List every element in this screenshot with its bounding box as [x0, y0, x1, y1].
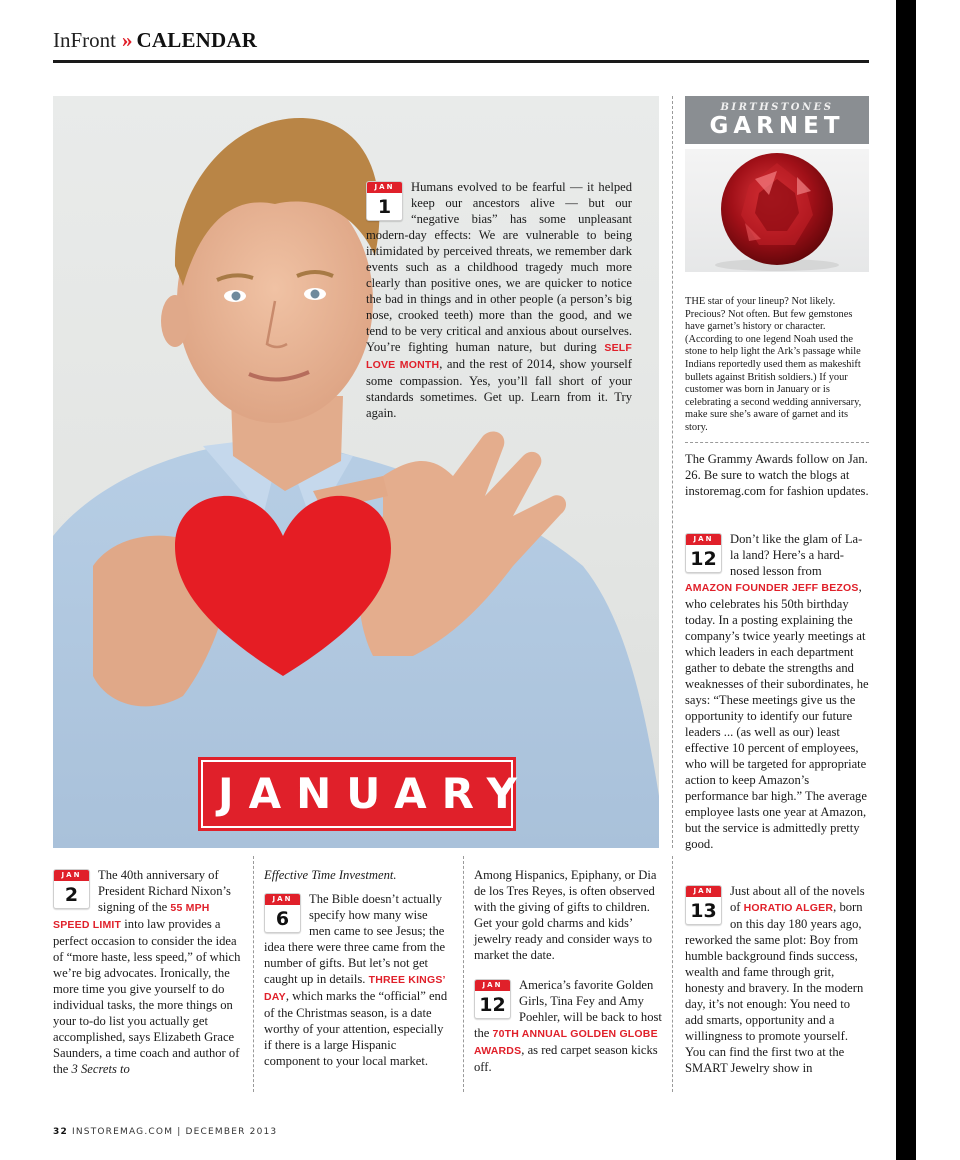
- intro-highlight: SELF LOVE MONTH: [366, 342, 632, 371]
- month-title: JANUARY: [218, 769, 533, 818]
- three-kings-article: [264, 867, 452, 1069]
- column-divider: [672, 856, 673, 1092]
- date-badge: [366, 181, 403, 221]
- alger-text-end: , born on this day 180 years ago, reworked the same plot: Boy from humble background finds success, wealth and fame through grit, honesty and bravery. In the modern day, it’s not enough: You need to add smarts, opportunity and a willingness to promote yourself. You can find the first two at the SMART Jewelry show in: [685, 900, 864, 1075]
- date-badge: [264, 893, 301, 933]
- date-badge: [685, 885, 722, 925]
- golden-globe-article: [474, 867, 662, 1075]
- header-rule: [53, 60, 869, 63]
- month-banner: [201, 760, 533, 828]
- column-divider: [253, 856, 254, 1092]
- chevron-icon: »: [122, 28, 133, 52]
- date-badge: [474, 979, 511, 1019]
- kings-text-end: , which marks the “official” end of the Christmas season, is a date worthy of your attention, especially if there is a large Hispanic component to your local market.: [264, 989, 448, 1068]
- date-month: JAN: [54, 870, 89, 881]
- date-month: JAN: [265, 894, 300, 905]
- section-title: CALENDAR: [136, 28, 258, 52]
- birthstone-header: [685, 96, 869, 144]
- date-day: 12: [479, 994, 506, 1016]
- date-day: 6: [275, 908, 290, 930]
- footer-site: INSTOREMAG.COM: [72, 1127, 174, 1137]
- column-divider: [463, 856, 464, 1092]
- globe-text: America’s favorite Golden Girls, Tina Fey and Amy Poehler, will be back to host the: [474, 978, 662, 1040]
- page-footer: [53, 1127, 277, 1137]
- intro-text-end: , and the rest of 2014, show yourself some compassion. Yes, you’ll fall short of your standards sometimes. Get up. Learn from it. Try again.: [366, 357, 632, 420]
- speed-highlight: 55 MPH SPEED LIMIT: [53, 902, 210, 931]
- intro-article: [366, 179, 632, 421]
- speed-text: The 40th anniversary of President Richard Nixon’s signing of the: [98, 868, 231, 914]
- hero-photo: [53, 96, 659, 848]
- bezos-highlight: AMAZON FOUNDER JEFF BEZOS: [685, 582, 859, 594]
- section-name: InFront: [53, 28, 116, 52]
- section-header: [53, 28, 257, 53]
- garnet-image: [685, 149, 869, 272]
- book-title: 3 Secrets to: [71, 1062, 130, 1076]
- globe-text-end: , as red carpet season kicks off.: [474, 1043, 658, 1074]
- kings-highlight: THREE KINGS’ DAY: [264, 974, 446, 1003]
- page-number: 32: [53, 1127, 68, 1137]
- footer-issue: DECEMBER 2013: [185, 1127, 278, 1137]
- grammy-note: The Grammy Awards follow on Jan. 26. Be sure to watch the blogs at instoremag.com for fashion updates.: [685, 452, 869, 498]
- bezos-text: Don’t like the glam of La-la land? Here’s a hard-nosed lesson from: [730, 532, 863, 578]
- book-title-continued: Effective Time Investment.: [264, 868, 397, 882]
- date-badge: [53, 869, 90, 909]
- column-divider: [672, 96, 673, 848]
- date-month: JAN: [686, 886, 721, 897]
- date-day: 2: [64, 884, 79, 906]
- date-month: JAN: [475, 980, 510, 991]
- date-month: JAN: [686, 534, 721, 545]
- date-month: JAN: [367, 182, 402, 193]
- garnet-text: THE star of your lineup? Not likely. Precious? Not often. But few gemstones have garnet’s history or character. (According to one legend Noah used the stone to help light the Ark’s passage while Indians reportedly used them as makeshift bullets against British soldiers.) If your customer was born in January or is celebrating a second wedding anniversary, make sure she’s aware of garnet and its story.: [685, 296, 862, 433]
- speed-text-end: into law provides a perfect occasion to consider the idea of “more haste, less speed,” of which we’re big advocates. Ironically, the more time you give yourself to do individual tasks, the more things on your to-do list you actually get accomplished, says Elizabeth Grace Saunders, a time coach and author of the: [53, 917, 241, 1076]
- alger-highlight: HORATIO ALGER: [743, 902, 834, 914]
- garnet-gem-icon: [685, 149, 869, 272]
- footer-separator: |: [177, 1127, 182, 1137]
- bezos-article: [685, 531, 871, 852]
- globe-highlight: 70TH ANNUAL GOLDEN GLOBE AWARDS: [474, 1028, 658, 1057]
- date-day: 12: [690, 548, 717, 570]
- date-day: 13: [690, 900, 717, 922]
- alger-article: [685, 883, 871, 1076]
- page-edge-bar: [896, 0, 916, 1160]
- alger-text: Just about all of the novels of: [730, 884, 865, 914]
- epiphany-text: Among Hispanics, Epiphany, or Dia de los Tres Reyes, is often observed with the giving of gifts to children. Get your gold charms and kids’ jewelry ready and consider ways to market the date.: [474, 868, 657, 962]
- section-divider: [685, 442, 869, 443]
- speed-limit-article: [53, 867, 241, 1077]
- birthstone-label: BIRTHSTONES: [720, 102, 834, 113]
- date-day: 1: [377, 196, 392, 218]
- intro-text: Humans evolved to be fearful — it helped keep our ancestors alive — but our “negative bias” has some unpleasant modern-day effects: We are vulnerable to being intimidated by perceived threats, we remember dark events such as a childhood tragedy much more clearly than positive ones, we are quicker to notice the bad in things and in other people (a person’s big nose, crooked teeth) more than the good, and we tend to be very critical and anxious about ourselves. You’re fighting human nature, but during: [366, 180, 632, 354]
- birthstone-name: GARNET: [709, 113, 845, 139]
- bezos-text-end: , who celebrates his 50th birthday today. In a posting explaining the company’s twice yearly meetings at which leaders in each department gather to debate the strengths and weaknesses of their subordinates, he says: “These meetings give us the opportunity to identify our future leaders ... (as well as our) least effective 10 percent of employees, who will be targeted for appropriate action to keep Amazon’s performance bar high.” The average employee lasts one year at Amazon, but the service is admittedly pretty good.: [685, 580, 869, 851]
- kings-text: The Bible doesn’t actually specify how many wise men came to see Jesus; the idea there were three came from the number of gifts. But let’s not get caught up in details.: [264, 892, 446, 986]
- date-badge: [685, 533, 722, 573]
